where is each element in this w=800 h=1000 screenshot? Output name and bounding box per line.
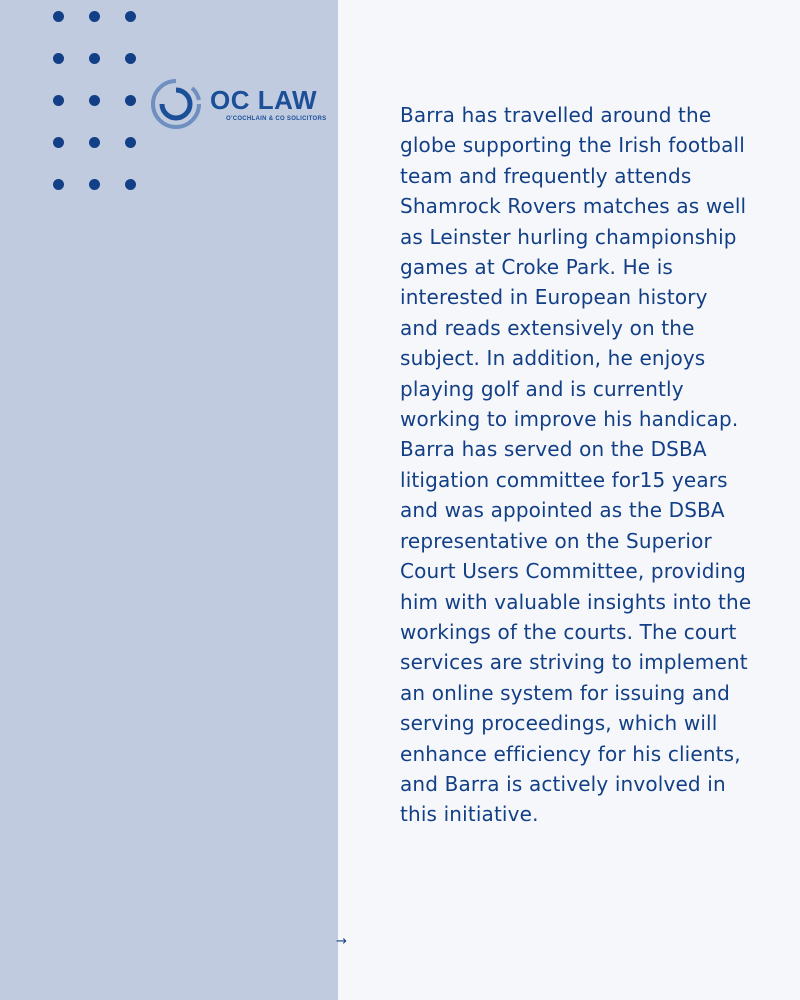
decorative-dot (53, 137, 64, 148)
decorative-dot (89, 95, 100, 106)
decorative-dot (89, 53, 100, 64)
decorative-dot (125, 137, 136, 148)
decorative-dot (125, 179, 136, 190)
decorative-dot (125, 11, 136, 22)
bio-paragraph: Barra has travelled around the globe supporting the Irish football team and frequently attends Shamrock Rovers matches as well as Leinster hurling championship games at Croke Park. He is interested in European history and reads extensively on the subject. In addition, he enjoys playing golf and is currently working to improve his handicap. Barra has served on the DSBA litigation committee for15 years and was appointed as the DSBA representative on the Superior Court Users Committee, providing him with valuable insights into the workings of the courts. The court services are striving to implement an online system for issuing and serving proceedings, which will enhance efficiency for his clients, and Barra is actively involved in this initiative. (400, 103, 752, 827)
decorative-dot (53, 95, 64, 106)
decorative-dot (89, 179, 100, 190)
oc-law-logo (150, 78, 327, 134)
logo-circle-icon (150, 78, 206, 134)
decorative-dot (53, 53, 64, 64)
next-arrow-icon[interactable]: → (336, 934, 347, 949)
decorative-dot (89, 137, 100, 148)
decorative-dot (53, 11, 64, 22)
logo-name: OC LAW (210, 85, 317, 115)
decorative-dot (125, 95, 136, 106)
decorative-dot (53, 179, 64, 190)
decorative-dot (89, 11, 100, 22)
logo-tagline: O'COCHLAIN & CO SOLICITORS (226, 116, 327, 122)
left-panel (0, 0, 338, 1000)
decorative-dot (125, 53, 136, 64)
